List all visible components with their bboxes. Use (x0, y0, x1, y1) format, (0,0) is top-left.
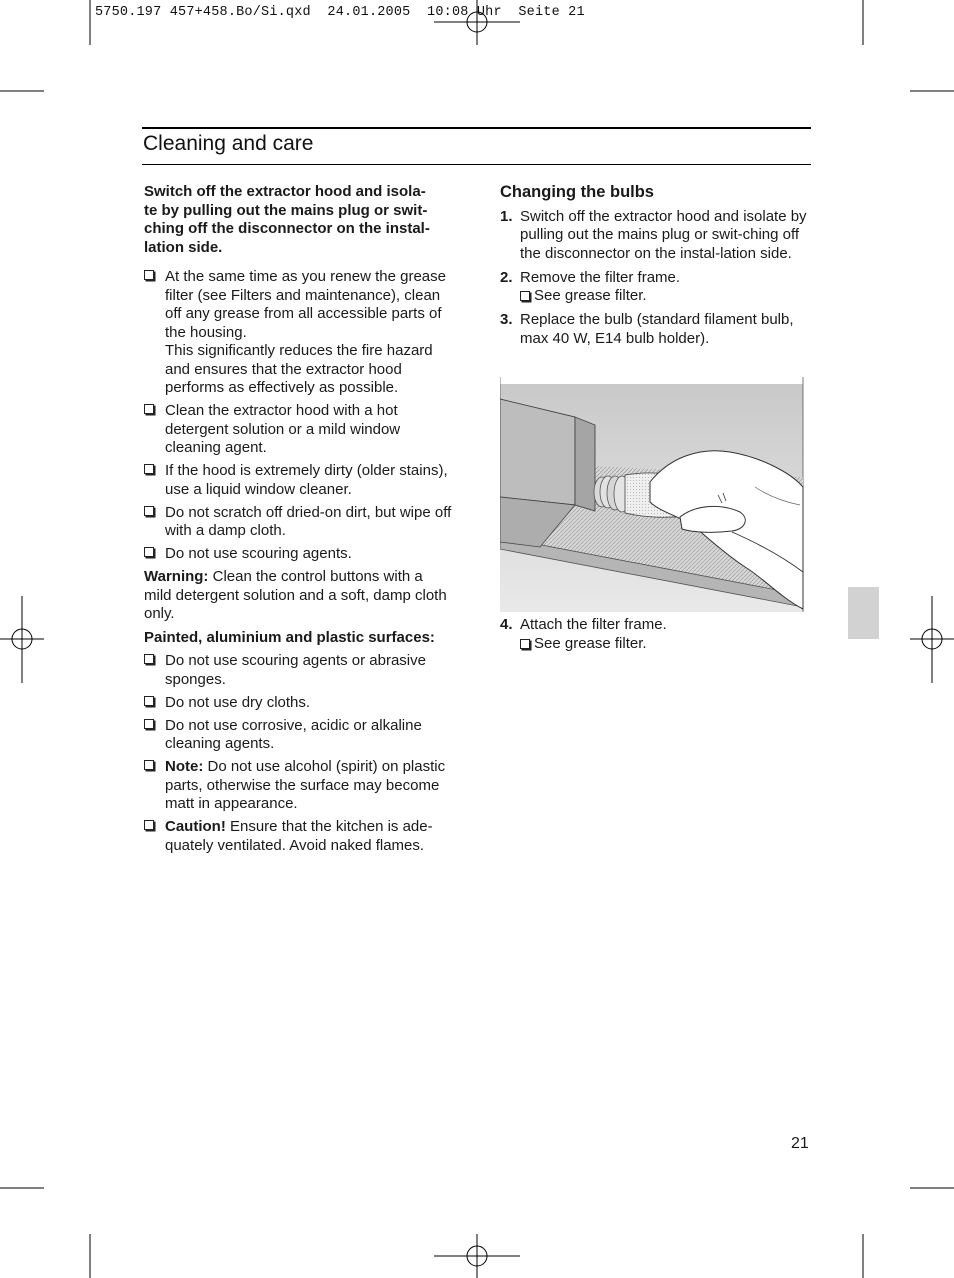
section-tab-marker (848, 587, 879, 639)
step-item (500, 616, 812, 653)
list-item (144, 268, 454, 398)
step-text: Remove the filter frame. (520, 268, 681, 286)
list-item-extra-text: This significantly reduces the fire hazard and ensures that the extractor hood performs as effectively as possible. (165, 342, 433, 396)
checkbox-bullet-icon (144, 654, 154, 664)
list-item (144, 545, 454, 564)
list-item-text: Do not use scouring agents or abrasive sponges. (165, 652, 426, 688)
list-item (144, 717, 454, 754)
checkbox-bullet-icon (144, 506, 154, 516)
list-item-text: Clean the extractor hood with a hot detergent solution or a mild window cleaning agent. (165, 402, 401, 456)
list-item-text: Do not scratch off dried-on dirt, but wipe off with a damp cloth. (165, 503, 452, 539)
step-item (500, 269, 812, 306)
right-column (500, 183, 812, 354)
list-item-text: Do not use corrosive, acidic or alkaline cleaning agents. (165, 716, 422, 752)
list-item (144, 504, 454, 541)
page-number: 21 (791, 1135, 809, 1152)
step-item (500, 311, 812, 348)
step-text: Replace the bulb (standard filament bulb, max 40 W, E14 bulb holder). (520, 311, 794, 347)
step-item (500, 208, 812, 264)
step-number: 2. (500, 268, 513, 286)
bulb-replacement-illustration (500, 377, 806, 612)
list-item (144, 694, 454, 713)
print-slug-line: 5750.197 457+458.Bo/Si.qxd 24.01.2005 10:08 Uhr Seite 21 (95, 5, 585, 20)
intro-line: te by pulling out the mains plug or swit- (144, 201, 428, 219)
intro-line: lation side. (144, 238, 223, 256)
intro-instruction (144, 183, 454, 257)
checkbox-bullet-icon (144, 719, 154, 729)
checkbox-bullet-icon (520, 639, 530, 649)
checkbox-bullet-icon (144, 404, 154, 414)
intro-line: ching off the disconnector on the instal- (144, 220, 430, 237)
warning-label: Warning: (144, 568, 209, 585)
title-rule-bottom (142, 164, 811, 165)
checkbox-bullet-icon (144, 820, 154, 830)
checkbox-bullet-icon (144, 760, 154, 770)
step-subnote (520, 635, 812, 654)
caution-label: Caution! (165, 818, 226, 835)
note-text: Do not use alcohol (spirit) on plastic parts, otherwise the surface may become matt in appearance. (165, 758, 446, 812)
title-rule-top (142, 127, 811, 129)
list-item-text: At the same time as you renew the grease filter (see Filters and maintenance), clean off any grease from all accessible parts of the housing. (165, 268, 446, 341)
step-number: 3. (500, 311, 513, 328)
section-heading: Changing the bulbs (500, 183, 654, 201)
step-number: 1. (500, 207, 513, 225)
list-item (144, 652, 454, 689)
checkbox-bullet-icon (144, 547, 154, 557)
surfaces-heading: Painted, aluminium and plastic surfaces: (144, 628, 435, 646)
intro-line: Switch off the extractor hood and isola- (144, 183, 426, 200)
list-item-text: If the hood is extremely dirty (older stains), use a liquid window cleaner. (165, 462, 448, 498)
warning-paragraph (144, 568, 454, 624)
step-number: 4. (500, 616, 513, 633)
list-item (144, 462, 454, 499)
left-column (144, 183, 454, 860)
warning-text: Clean the control buttons with a mild detergent solution and a soft, damp cloth only. (144, 568, 447, 622)
checkbox-bullet-icon (144, 696, 154, 706)
caution-item (144, 818, 454, 855)
step-text: Switch off the extractor hood and isolate by pulling out the mains plug or swit-ching off the disconnector on the instal-lation side. (520, 207, 807, 262)
checkbox-bullet-icon (520, 291, 530, 301)
note-item (144, 758, 454, 814)
page-title: Cleaning and care (143, 132, 314, 155)
step-subnote-text: See grease filter. (534, 287, 647, 304)
step-subnote-text: See grease filter. (534, 634, 647, 652)
checkbox-bullet-icon (144, 464, 154, 474)
caution-text: Ensure that the kitchen is ade-quately ventilated. Avoid naked flames. (165, 818, 433, 854)
note-label: Note: (165, 758, 204, 775)
list-item-text: Do not use dry cloths. (165, 693, 311, 711)
list-item-text: Do not use scouring agents. (165, 545, 352, 562)
checkbox-bullet-icon (144, 270, 154, 280)
step-text: Attach the filter frame. (520, 616, 667, 633)
list-item (144, 402, 454, 458)
step-subnote (520, 287, 812, 306)
step-4-block (500, 616, 812, 659)
